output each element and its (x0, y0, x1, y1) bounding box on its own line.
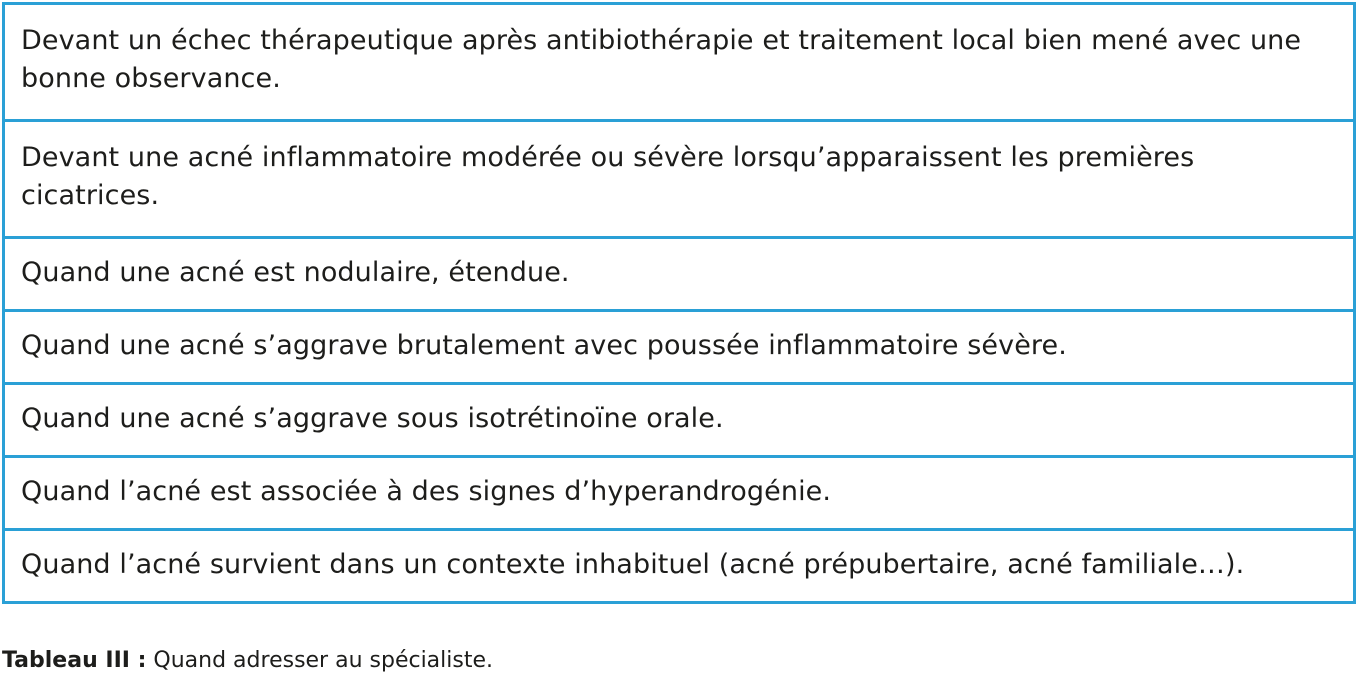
caption-label: Tableau III : (2, 648, 147, 673)
table-cell: Devant une acné inflammatoire modérée ou sévère lorsqu’apparaissent les premières cicatrices. (4, 121, 1355, 238)
table-row (4, 238, 1355, 311)
caption-text: Quand adresser au spécialiste. (146, 648, 494, 673)
table-cell: Quand une acné est nodulaire, étendue. (4, 238, 1355, 311)
table-row (4, 384, 1355, 457)
table-caption (2, 646, 493, 675)
table-row (4, 121, 1355, 238)
table-row (4, 457, 1355, 530)
table-row (4, 311, 1355, 384)
referral-criteria-table (2, 2, 1356, 604)
table-row (4, 530, 1355, 603)
table-cell: Devant un échec thérapeutique après antibiothérapie et traitement local bien mené avec une bonne observance. (4, 4, 1355, 121)
table-cell: Quand l’acné est associée à des signes d’hyperandrogénie. (4, 457, 1355, 530)
criteria-table-container (2, 2, 1356, 604)
table-cell: Quand une acné s’aggrave sous isotrétinoïne orale. (4, 384, 1355, 457)
table-row (4, 4, 1355, 121)
table-cell: Quand l’acné survient dans un contexte inhabituel (acné prépubertaire, acné familiale…). (4, 530, 1355, 603)
table-cell: Quand une acné s’aggrave brutalement avec poussée inflammatoire sévère. (4, 311, 1355, 384)
